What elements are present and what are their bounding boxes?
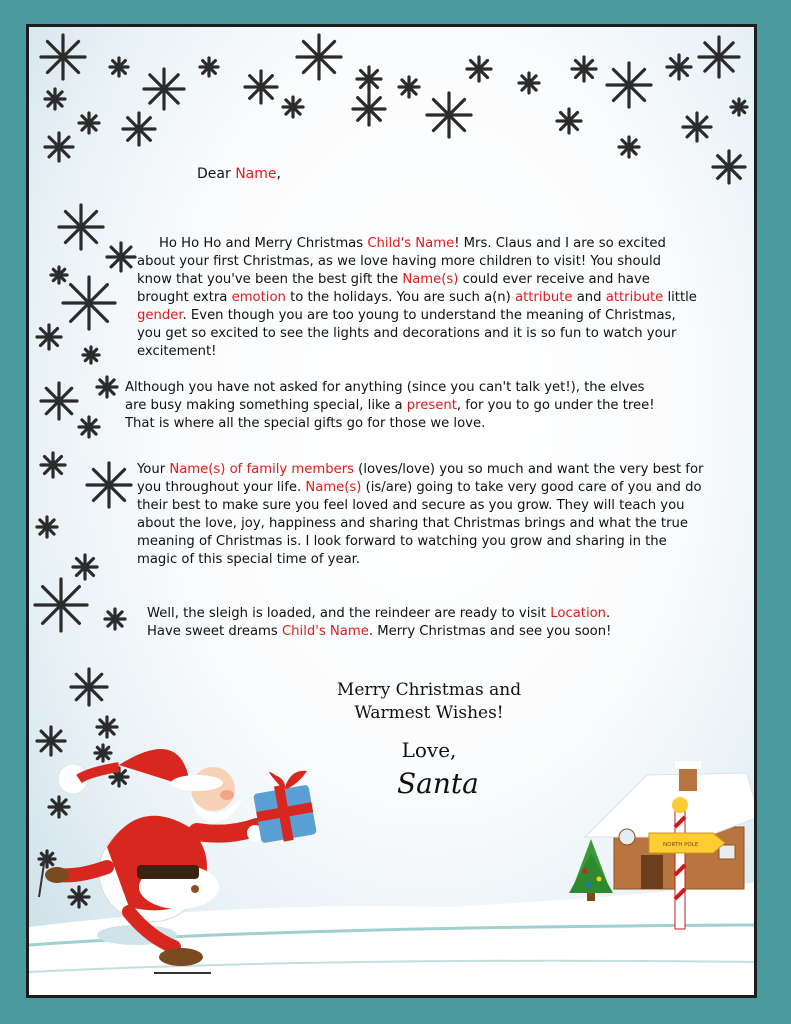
closing-wishes: Merry Christmas and Warmest Wishes!	[336, 680, 522, 723]
greeting: Dear Name,	[197, 166, 281, 182]
paragraph-2: Although you have not asked for anything (since you can't talk yet!), the elves are busy making something special, like a present, for you to go under the tree! That is where all the special gifts go for those we love.	[125, 380, 655, 431]
paragraph-4: Well, the sleigh is loaded, and the reindeer are ready to visit Location. Have sweet dreams Child's Name. Merry Christmas and see you soon!	[147, 606, 612, 639]
gift-box-icon	[253, 771, 317, 844]
letter-page	[26, 24, 757, 998]
winter-scene	[29, 27, 757, 998]
paragraph-3: Your Name(s) of family members (loves/love) you so much and want the very best for you throughout your life. Name(s) (is/are) going to take very good care of you and do their best to make sure you feel loved and secure as you grow. They will teach you about the love, joy, happiness and sharing that Christmas brings and what the true meaning of Christmas is. I look forward to watching you grow and sharing in the magic of this special time of year.	[137, 462, 704, 567]
paragraph-1: Ho Ho Ho and Merry Christmas Child's Name! Mrs. Claus and I are so excited about your first Christmas, as we love having more children to visit! You should know that you've been the best gift the Name(s) could ever receive and have brought extra emotion to the holidays. You are such a(n) attribute and attribute little gender. Even though you are too young to understand the meaning of Christmas, you get so excited to see the lights and decorations and it is so fun to watch your excitement!	[137, 236, 697, 359]
north-pole-sign-text: NORTH POLE	[663, 842, 699, 848]
greeting-name: Name	[235, 166, 277, 182]
santa-signature: Santa	[397, 767, 479, 800]
closing-love: Love,	[401, 738, 457, 762]
house-icon	[585, 761, 757, 889]
christmas-tree-icon	[569, 839, 613, 901]
